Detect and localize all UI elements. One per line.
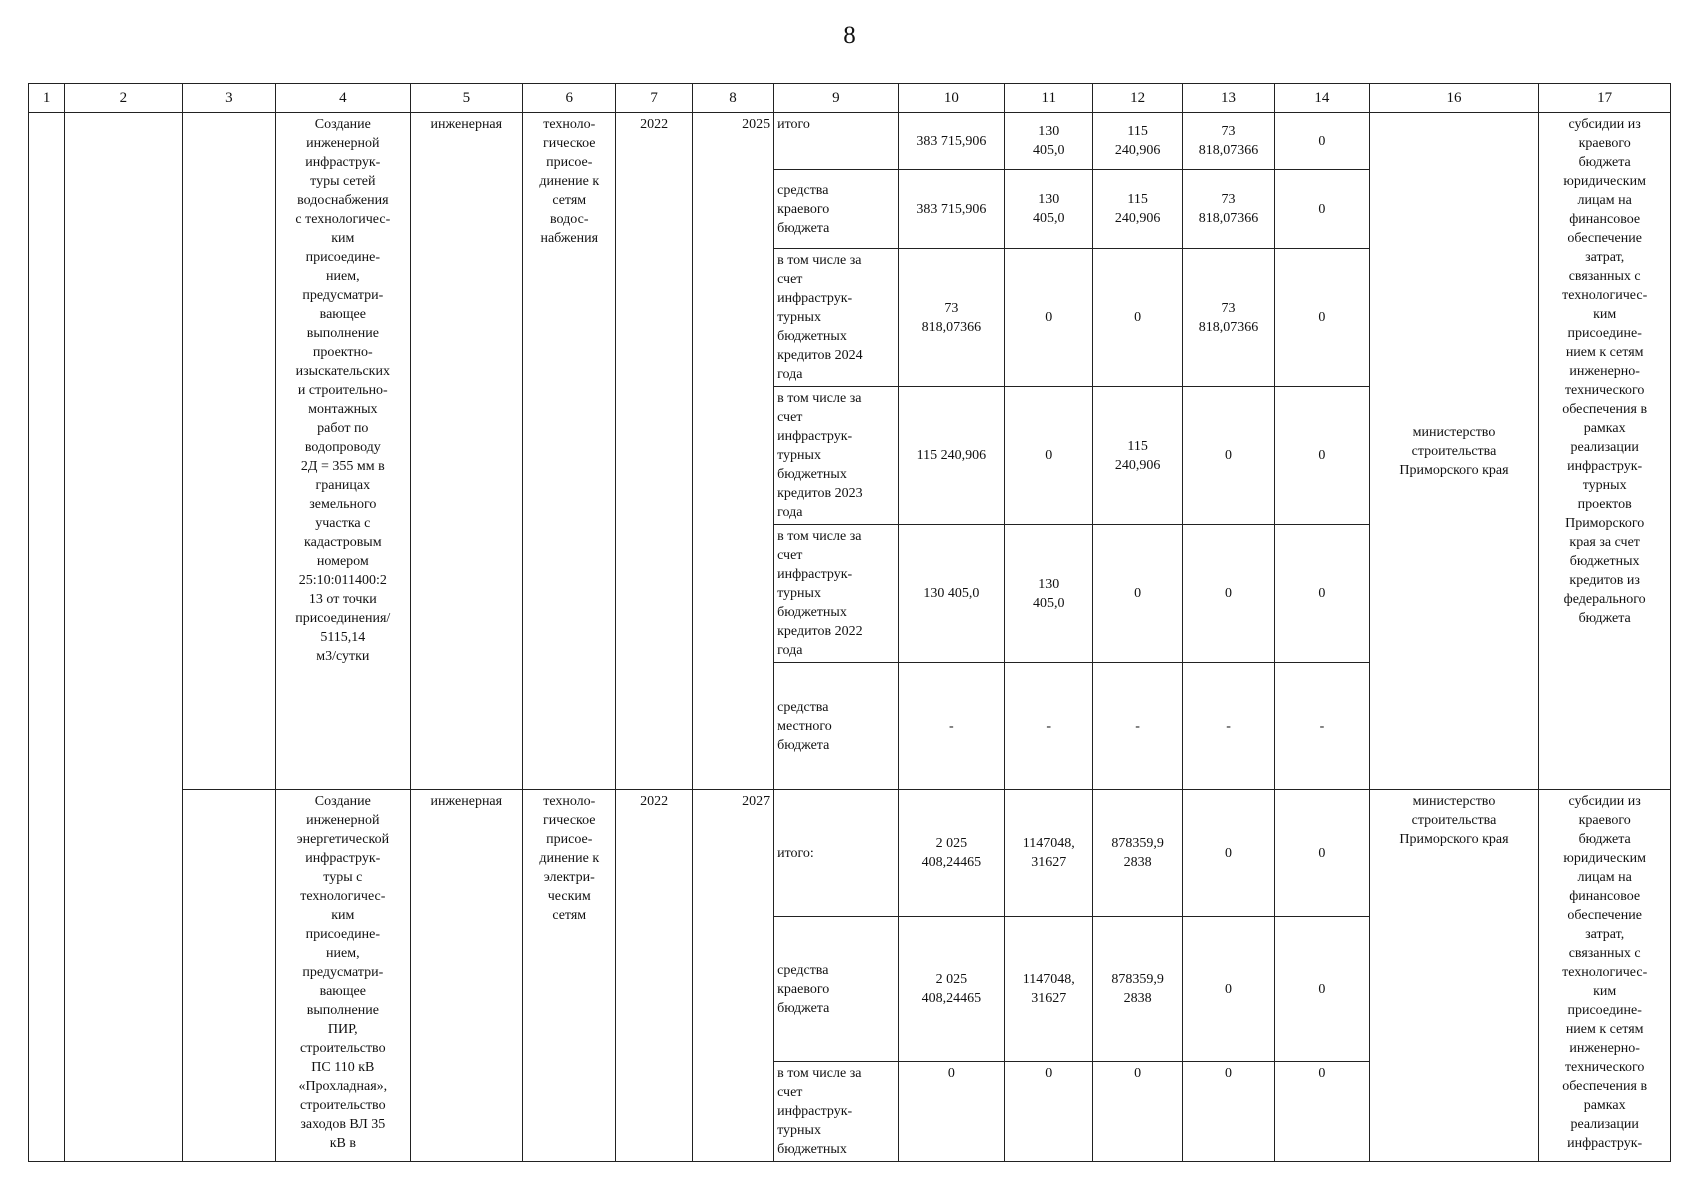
header-cell: 14 [1275, 84, 1369, 113]
project-2-value-10: 2 025 408,24465 [898, 917, 1004, 1062]
project-2-value-12: 878359,9 2838 [1093, 790, 1182, 917]
header-cell: 5 [410, 84, 522, 113]
project-1-row-label: в том числе за счет инфраструк- турных бюджетных кредитов 2023 года [774, 387, 899, 525]
project-2-responsible: министерство строительства Приморского края [1369, 790, 1539, 1162]
header-cell: 11 [1005, 84, 1093, 113]
header-cell: 6 [523, 84, 616, 113]
project-1-value-10: 383 715,906 [898, 113, 1004, 170]
header-cell: 12 [1093, 84, 1182, 113]
header-cell: 17 [1539, 84, 1671, 113]
project-1-value-11: 0 [1005, 387, 1093, 525]
project-2-value-13: 0 [1182, 1062, 1274, 1162]
project-2-value-13: 0 [1182, 790, 1274, 917]
header-cell: 8 [692, 84, 773, 113]
project-2-value-14: 0 [1275, 917, 1369, 1062]
project-1-value-10: - [898, 663, 1004, 790]
project-1-row-label: итого [774, 113, 899, 170]
project-1-row-label: в том числе за счет инфраструк- турных бюджетных кредитов 2022 года [774, 525, 899, 663]
project-1-value-11: - [1005, 663, 1093, 790]
project-1-row-label: в том числе за счет инфраструк- турных бюджетных кредитов 2024 года [774, 249, 899, 387]
page-number: 8 [843, 22, 856, 49]
project-2-value-13: 0 [1182, 917, 1274, 1062]
project-2-funding-source: субсидии из краевого бюджета юридическим лицам на финансовое обеспечение затрат, связанных с технологичес- ким присоедине- нием к сетям инженерно- технического обеспечения в рамках реализации инфраструк- [1539, 790, 1671, 1162]
project-1-value-14: 0 [1275, 170, 1369, 249]
project-2-value-14: 0 [1275, 1062, 1369, 1162]
project-1-value-13: 73 818,07366 [1182, 170, 1274, 249]
project-1-start-year: 2022 [616, 113, 692, 790]
column-3-cell [182, 113, 275, 790]
project-2-value-11: 0 [1005, 1062, 1093, 1162]
header-cell: 16 [1369, 84, 1539, 113]
project-1-value-12: 0 [1093, 525, 1182, 663]
project-2-value-14: 0 [1275, 790, 1369, 917]
project-1-purpose: техноло- гическое присое- динение к сетям водос- набжения [523, 113, 616, 790]
project-1-row-label: средства местного бюджета [774, 663, 899, 790]
project-2-value-12: 878359,9 2838 [1093, 917, 1182, 1062]
project-2-value-12: 0 [1093, 1062, 1182, 1162]
header-cell: 13 [1182, 84, 1274, 113]
column-2-cell [65, 113, 183, 1162]
project-2-start-year: 2022 [616, 790, 692, 1162]
project-1-value-14: 0 [1275, 387, 1369, 525]
project-1-end-year: 2025 [692, 113, 773, 790]
project-1-value-12: 115 240,906 [1093, 113, 1182, 170]
project-1-value-11: 130 405,0 [1005, 170, 1093, 249]
header-cell: 2 [65, 84, 183, 113]
project-1-value-14: 0 [1275, 249, 1369, 387]
header-cell: 4 [276, 84, 411, 113]
project-2-row-label: итого: [774, 790, 899, 917]
project-1-value-13: 0 [1182, 525, 1274, 663]
project-1-value-10: 73 818,07366 [898, 249, 1004, 387]
project-1-value-13: 73 818,07366 [1182, 249, 1274, 387]
project-1-value-13: 73 818,07366 [1182, 113, 1274, 170]
header-cell: 1 [29, 84, 65, 113]
project-1-responsible: министерство строительства Приморского края [1369, 113, 1539, 790]
project-2-purpose: техноло- гическое присое- динение к электри- ческим сетям [523, 790, 616, 1162]
table-row [29, 113, 1671, 170]
project-1-funding-source: субсидии из краевого бюджета юридическим лицам на финансовое обеспечение затрат, связанных с технологичес- ким присоедине- нием к сетям инженерно- технического обеспечения в рамках реализации инфраструк- турных проектов Приморского края за счет бюджетных кредитов из федерального бюджета [1539, 113, 1671, 790]
project-1-value-11: 0 [1005, 249, 1093, 387]
project-2-value-11: 1147048, 31627 [1005, 790, 1093, 917]
project-1-value-14: - [1275, 663, 1369, 790]
project-1-value-12: 0 [1093, 249, 1182, 387]
project-1-value-11: 130 405,0 [1005, 525, 1093, 663]
header-cell: 7 [616, 84, 692, 113]
header-cell: 10 [898, 84, 1004, 113]
project-1-name: Создание инженерной инфраструк- туры сетей водоснабжения с технологичес- ким присоедине- нием, предусматри- вающее выполнение проектно- изыскательских и строительно- монтажных работ по водопроводу 2Д = 355 мм в границах земельного участка с кадастровым номером 25:10:011400:2 13 от точки присоединения/ 5115,14 м3/сутки [276, 113, 411, 790]
project-1-row-label: средства краевого бюджета [774, 170, 899, 249]
header-cell: 9 [774, 84, 899, 113]
project-2-end-year: 2027 [692, 790, 773, 1162]
project-2-value-10: 2 025 408,24465 [898, 790, 1004, 917]
program-table [28, 83, 1671, 1162]
table-row [29, 790, 1671, 917]
project-2-name: Создание инженерной энергетической инфраструк- туры с технологичес- ким присоедине- нием, предусматри- вающее выполнение ПИР, строительство ПС 110 кВ «Прохладная», строительство заходов ВЛ 35 кВ в [276, 790, 411, 1162]
column-1-cell [29, 113, 65, 1162]
column-3-cell [182, 790, 275, 1162]
project-1-value-12: - [1093, 663, 1182, 790]
project-1-value-11: 130 405,0 [1005, 113, 1093, 170]
project-1-value-12: 115 240,906 [1093, 170, 1182, 249]
project-1-value-10: 383 715,906 [898, 170, 1004, 249]
project-2-row-label: в том числе за счет инфраструк- турных бюджетных [774, 1062, 899, 1162]
project-1-value-14: 0 [1275, 113, 1369, 170]
project-1-value-13: 0 [1182, 387, 1274, 525]
project-1-value-10: 130 405,0 [898, 525, 1004, 663]
project-2-type: инженерная [410, 790, 522, 1162]
project-1-value-14: 0 [1275, 525, 1369, 663]
project-1-value-10: 115 240,906 [898, 387, 1004, 525]
project-1-value-13: - [1182, 663, 1274, 790]
project-1-type: инженерная [410, 113, 522, 790]
header-row [29, 84, 1671, 113]
project-2-value-10: 0 [898, 1062, 1004, 1162]
header-cell: 3 [182, 84, 275, 113]
project-1-value-12: 115 240,906 [1093, 387, 1182, 525]
project-2-row-label: средства краевого бюджета [774, 917, 899, 1062]
project-2-value-11: 1147048, 31627 [1005, 917, 1093, 1062]
